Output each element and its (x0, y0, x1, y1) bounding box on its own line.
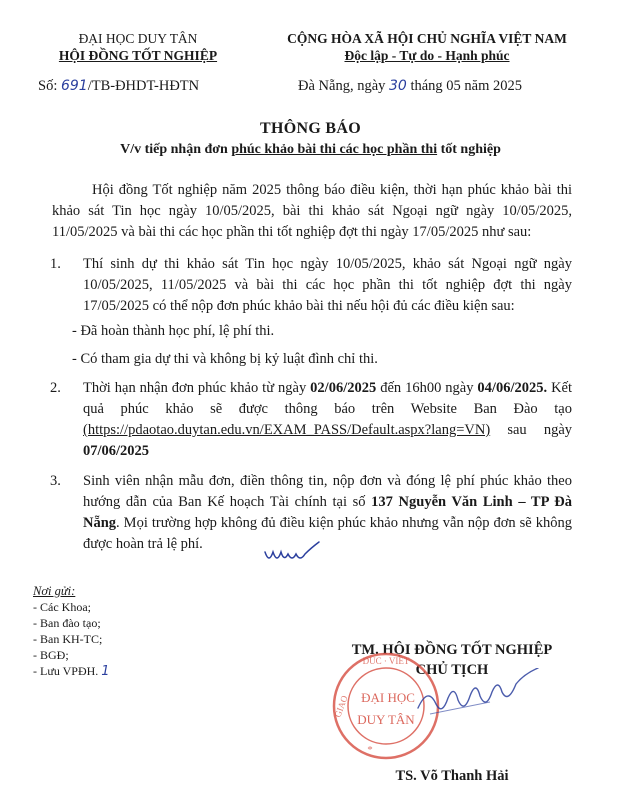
signature-role: CHỦ TỊCH (415, 662, 489, 678)
recipient-item: - Lưu VPĐH. 1 (33, 664, 110, 679)
organization-header (38, 30, 238, 64)
recipient-item: - Ban KH-TC; (33, 632, 103, 646)
handwritten-number: 691 (60, 78, 88, 94)
recipient-item: - Ban đào tạo; (33, 616, 101, 630)
country-name: CỘNG HÒA XÃ HỘI CHỦ NGHĨA VIỆT NAM (287, 31, 567, 46)
signer-name: TS. Võ Thanh Hải (395, 768, 509, 784)
document-subject: V/v tiếp nhận đơn phúc khảo bài thi các học phần thi tốt nghiệp (120, 142, 501, 157)
university-name: ĐẠI HỌC DUY TÂN (78, 31, 198, 46)
recipients-list (33, 583, 110, 680)
handwritten-count: 1 (101, 664, 110, 679)
condition-item: - Đã hoàn thành học phí, lệ phí thi. (72, 323, 275, 339)
list-item: 1. Thí sinh dự thi khảo sát Tin học ngày 10/05/2025, khảo sát Ngoại ngữ ngày 10/05/2025, 11/05/2025 và bài thi các học phần thi tốt nghiệp đợt thi ngày 17/05/2025 có thể nộp đơn phúc khảo bài thi nếu hội đủ các điều kiện sau: (50, 256, 572, 314)
svg-text:DUC · VIET: DUC · VIET (362, 656, 410, 666)
recipients-title: Nơi gửi: (33, 584, 76, 598)
office-address: 137 Nguyễn Văn Linh – TP Đà Nẵng (83, 494, 573, 531)
handwritten-signature (410, 668, 550, 728)
list-item: 3. Sinh viên nhận mẫu đơn, điền thông tin, nộp đơn và đóng lệ phí phúc khảo theo hướng dẫn của Ban Kế hoạch Tài chính tại số 137 Nguyễn Văn Linh – TP Đà Nẵng. Mọi trường hợp không đủ điều kiện phúc khảo nhưng vẫn nộp đơn sẽ không được hoàn trả lệ phí. (50, 473, 573, 552)
results-link[interactable]: (https://pdaotao.duytan.edu.vn/EXAM_PASS/Default.aspx?lang=VN) (83, 422, 491, 438)
svg-text:*: * (367, 744, 373, 756)
initials-scribble (262, 538, 322, 566)
document-title: THÔNG BÁO (260, 120, 361, 137)
motto: Độc lập - Tự do - Hạnh phúc (344, 48, 510, 63)
handwritten-day: 30 (389, 78, 407, 94)
svg-text:GIAO: GIAO (332, 694, 350, 719)
national-header (262, 30, 592, 64)
list-item: 2. Thời hạn nhận đơn phúc khảo từ ngày 02/06/2025 đến 16h00 ngày 04/06/2025. Kết quả phúc khảo sẽ được thông báo trên Website Ban Đào tạo (https://pdaotao.duytan.edu.vn/EXAM_PASS/Default.aspx?lang=VN) sau ngày 07/06/2025 (50, 380, 573, 459)
document-number: Số: 691/TB-ĐHDT-HĐTN (38, 78, 200, 94)
intro-paragraph: Hội đồng Tốt nghiệp năm 2025 thông báo điều kiện, thời hạn phúc khảo bài thi khảo sát Tin học ngày 10/05/2025, bài thi khảo sát Ngoại ngữ ngày 10/05/2025, 11/05/2025 và bài thi các học phần thi tốt nghiệp đợt thi ngày 17/05/2025 như sau: (52, 182, 572, 240)
recipient-item: - BGĐ; (33, 648, 69, 662)
document-date: Đà Nẵng, ngày 30 tháng 05 năm 2025 (298, 78, 523, 94)
recipient-item: - Các Khoa; (33, 600, 91, 614)
council-name: HỘI ĐỒNG TỐT NGHIỆP (58, 48, 218, 63)
signature-title: TM. HỘI ĐỒNG TỐT NGHIỆP (351, 642, 553, 658)
svg-text:DUY TÂN: DUY TÂN (357, 712, 415, 727)
svg-text:ĐẠI HỌC: ĐẠI HỌC (361, 690, 415, 705)
condition-item: - Có tham gia dự thi và không bị kỷ luật đình chỉ thi. (72, 351, 378, 367)
